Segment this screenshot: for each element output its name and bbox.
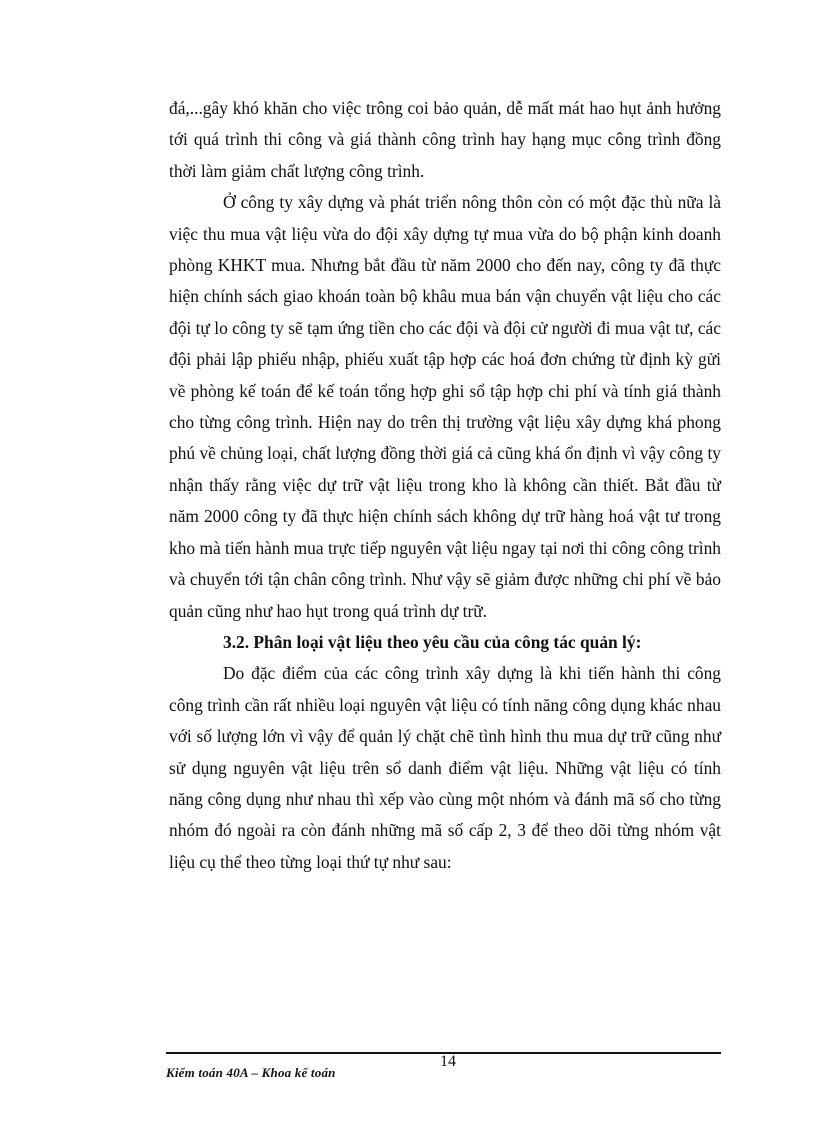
body-text bbox=[169, 93, 721, 878]
page-number: 14 bbox=[440, 1053, 456, 1070]
footer-course-label: Kiểm toán 40A – Khoa kế toán bbox=[166, 1065, 336, 1080]
paragraph-company-procurement: Ở công ty xây dựng và phát triển nông thôn còn có một đặc thù nữa là việc thu mua vật liệu vừa do đội xây dựng tự mua vừa do bộ phận kinh doanh phòng KHKT mua. Nhưng bắt đầu từ năm 2000 cho đến nay, công ty đã thực hiện chính sách giao khoán toàn bộ khâu mua bán vận chuyển vật liệu cho các đội tự lo công ty sẽ tạm ứng tiền cho các đội và đội cử người đi mua vật tư, các đội phải lập phiếu nhập, phiếu xuất tập hợp các hoá đơn chứng từ định kỳ gửi về phòng kế toán để kế toán tổng hợp ghi sổ tập hợp chi phí và tính giá thành cho từng công trình. Hiện nay do trên thị trường vật liệu xây dựng khá phong phú về chủng loại, chất lượng đồng thời giá cả cũng khá ổn định vì vậy công ty nhận thấy rằng việc dự trữ vật liệu trong kho là không cần thiết. Bắt đầu từ năm 2000 công ty đã thực hiện chính sách không dự trữ hàng hoá vật tư trong kho mà tiến hành mua trực tiếp nguyên vật liệu ngay tại nơi thi công công trình và chuyển tới tận chân công trình. Như vậy sẽ giảm được những chi phí về bảo quản cũng như hao hụt trong quá trình dự trữ. bbox=[169, 192, 721, 621]
paragraph-continuation: đá,...gây khó khăn cho việc trông coi bảo quản, dễ mất mát hao hụt ảnh hưởng tới quá trình thi công và giá thành công trình hay hạng mục công trình đồng thời làm giảm chất lượng công trình. bbox=[169, 98, 721, 181]
paragraph-material-classification: Do đặc điểm của các công trình xây dựng là khi tiến hành thi công công trình cần rất nhiều loại nguyên vật liệu có tính năng công dụng khác nhau với số lượng lớn vì vậy để quản lý chặt chẽ tình hình thu mua dự trữ cũng như sử dụng nguyên vật liệu trên sổ danh điểm vật liệu. Những vật liệu có tính năng công dụng như nhau thì xếp vào cùng một nhóm và đánh mã số cho từng nhóm đó ngoài ra còn đánh những mã số cấp 2, 3 để theo dõi từng nhóm vật liệu cụ thể theo từng loại thứ tự như sau: bbox=[169, 663, 721, 872]
section-heading: 3.2. Phân loại vật liệu theo yêu cầu của công tác quản lý: bbox=[223, 631, 642, 652]
